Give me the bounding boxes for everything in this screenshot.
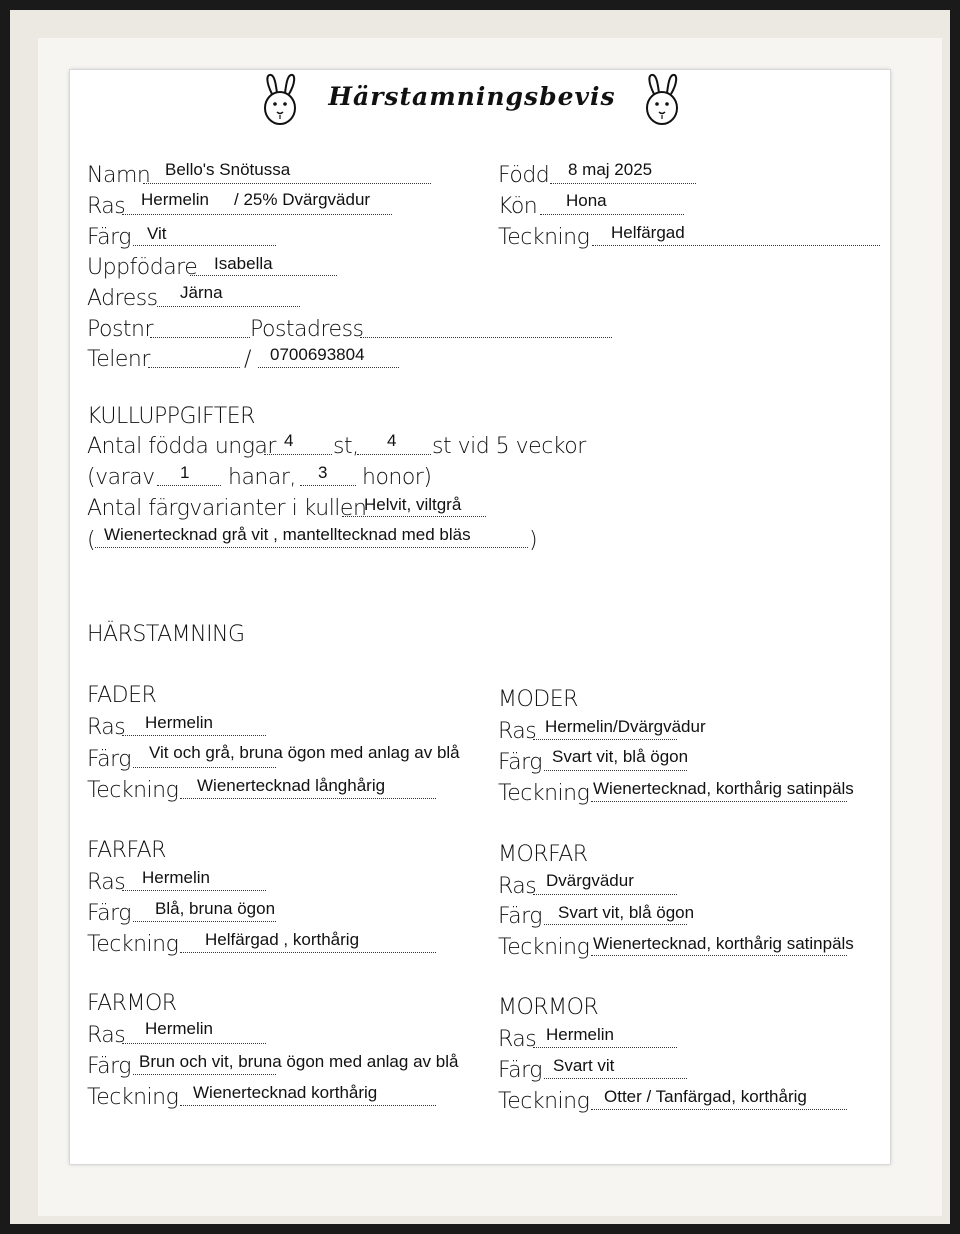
farfar-teckning-line [180,952,436,953]
morfar-heading: MORFAR [498,842,588,867]
honor-label: honor) [362,465,432,490]
varav-label: (varav [87,465,155,490]
moder-heading: MODER [498,687,578,712]
uppfodare-line [190,275,337,276]
hanar-line [157,485,221,486]
uppfodare-label: Uppfödare [87,255,198,280]
teckning-line [592,245,880,246]
moder-farg-line [544,770,687,771]
moder-farg-label: Färg [498,750,542,775]
fader-heading: FADER [87,683,157,708]
telenr-line-2 [258,367,399,368]
st-vid-label: st vid 5 veckor [432,434,586,459]
morfar-ras-label: Ras [498,874,537,899]
varianter-line [342,516,486,517]
farfar-ras-label: Ras [87,870,126,895]
moder-ras-line [533,739,677,740]
paren-value: Wienertecknad grå vit , mantelltecknad med bläs [104,525,471,544]
fodd-line [550,183,696,184]
st-value: 4 [387,431,397,450]
kon-value: Hona [566,191,607,210]
uppfodare-value: Isabella [214,254,273,273]
antal-value: 4 [284,431,294,450]
mormor-ras-label: Ras [498,1027,537,1052]
namn-line [143,183,431,184]
namn-label: Namn [87,163,151,188]
postadress-line [360,337,612,338]
fodd-value: 8 maj 2025 [568,160,653,179]
farfar-teckning-label: Teckning [87,932,179,957]
adress-label: Adress [87,286,158,311]
postnr-line [150,337,250,338]
farmor-teckning-line [180,1105,436,1106]
mormor-farg-line [544,1078,687,1079]
farfar-heading: FARFAR [87,838,166,863]
namn-value: Bello's Snötussa [165,160,291,179]
ras-label: Ras [87,194,126,219]
fader-farg-label: Färg [87,747,131,772]
ras-value: Hermelin [141,190,210,209]
morfar-teckning-label: Teckning [498,935,590,960]
adress-line [157,306,300,307]
farmor-ras-line [122,1043,266,1044]
document-title: Härstamningsbevis [328,82,616,111]
morfar-ras-line [533,894,677,895]
farmor-ras-label: Ras [87,1023,126,1048]
farfar-farg-line [133,921,276,922]
farg-value: Vit [147,224,167,243]
fader-teckning-label: Teckning [87,778,179,803]
moder-ras-value: Hermelin/Dvärgvädur [545,717,706,736]
antal-label: Antal födda ungar [87,434,276,459]
paren-line [95,547,528,548]
paren-close: ) [529,528,538,553]
farmor-heading: FARMOR [87,991,177,1016]
title-row [255,72,695,132]
varianter-value: Helvit, viltgrå [364,495,462,514]
farmor-farg-value: Brun och vit, bruna ögon med anlag av blå [139,1052,459,1071]
mormor-heading: MORMOR [498,995,599,1020]
telenr-line-1 [148,367,240,368]
moder-teckning-value: Wienertecknad, korthårig satinpäls [593,779,854,798]
hanar-value: 1 [180,463,190,482]
fader-ras-line [122,735,266,736]
mormor-ras-value: Hermelin [546,1025,615,1044]
postadress-label: Postadress [250,317,364,342]
farmor-teckning-value: Wienertecknad korthårig [193,1083,378,1102]
farfar-farg-label: Färg [87,901,131,926]
harstamning-heading: HÄRSTAMNING [87,622,245,647]
st-line [357,454,431,455]
paren-open: ( [87,528,96,553]
morfar-ras-value: Dvärgvädur [546,871,634,890]
teckning-value: Helfärgad [611,223,685,242]
moder-ras-label: Ras [498,719,537,744]
mormor-teckning-line [591,1109,847,1110]
honor-value: 3 [318,463,328,482]
morfar-farg-line [544,924,687,925]
fader-teckning-line [180,798,436,799]
farg-line [133,245,276,246]
farmor-teckning-label: Teckning [87,1085,179,1110]
farmor-farg-line [133,1074,276,1075]
adress-value: Järna [180,283,223,302]
fader-ras-label: Ras [87,715,126,740]
fader-teckning-value: Wienertecknad långhårig [197,776,386,795]
ras-extra: / 25% Dvärgvädur [234,190,371,209]
teckning-label: Teckning [498,225,590,250]
farmor-ras-value: Hermelin [145,1019,214,1038]
mormor-farg-label: Färg [498,1058,542,1083]
mormor-ras-line [533,1047,677,1048]
bunny-icon [258,72,302,128]
bunny-icon [640,72,684,128]
moder-teckning-label: Teckning [498,781,590,806]
antal-line [264,454,332,455]
fader-farg-value: Vit och grå, bruna ögon med anlag av blå [149,743,460,762]
kon-line [540,214,684,215]
mormor-farg-value: Svart vit [553,1056,615,1075]
fodd-label: Född [498,163,550,188]
certificate-paper [70,70,890,1164]
st-label: st, [333,434,359,459]
morfar-farg-label: Färg [498,904,542,929]
moder-teckning-line [591,801,847,802]
moder-farg-value: Svart vit, blå ögon [552,747,689,766]
mormor-teckning-label: Teckning [498,1089,590,1114]
ras-line [122,214,392,215]
morfar-farg-value: Svart vit, blå ögon [558,903,695,922]
telenr-separator: / [244,347,251,372]
telenr-value: 0700693804 [270,345,365,364]
farfar-teckning-value: Helfärgad , korthårig [205,930,360,949]
telenr-label: Telenr [87,347,150,372]
honor-line [300,485,356,486]
fader-ras-value: Hermelin [145,713,214,732]
morfar-teckning-value: Wienertecknad, korthårig satinpäls [593,934,854,953]
mormor-teckning-value: Otter / Tanfärgad, korthårig [604,1087,807,1106]
farmor-farg-label: Färg [87,1054,131,1079]
fader-farg-line [133,767,276,768]
morfar-teckning-line [591,955,847,956]
kon-label: Kön [498,194,538,219]
postnr-label: Postnr [87,317,154,342]
varianter-label: Antal färgvarianter i kullen [87,496,367,521]
farfar-ras-value: Hermelin [142,868,211,887]
farfar-farg-value: Blå, bruna ögon [155,899,276,918]
farfar-ras-line [122,890,266,891]
kull-heading: KULLUPPGIFTER [87,404,255,429]
hanar-label: hanar, [228,465,296,490]
farg-label: Färg [87,225,131,250]
